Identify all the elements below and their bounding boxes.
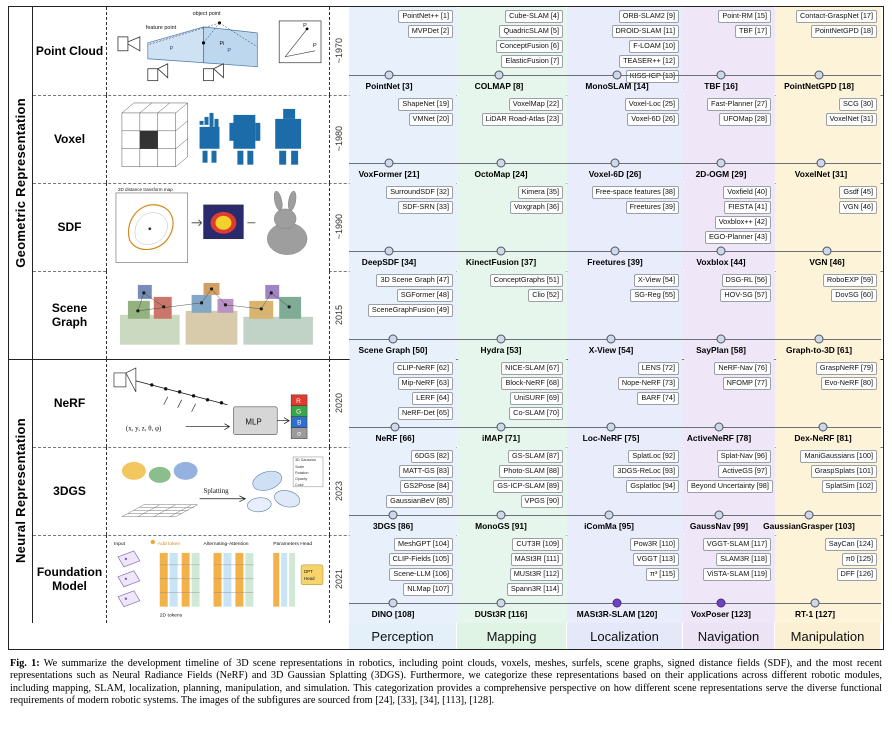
tag-list — [687, 274, 771, 304]
tag-item[interactable]: SayCan [124] — [825, 538, 877, 551]
timeline-row-3dgs — [349, 447, 881, 535]
svg-text:Pi: Pi — [219, 40, 225, 47]
tag-item[interactable]: TBF [17] — [735, 25, 771, 38]
milestone-label[interactable]: Voxel-6D [26] — [588, 169, 642, 179]
nerf-diagram — [108, 359, 329, 447]
timeline-node[interactable] — [717, 159, 726, 168]
tag-list — [571, 450, 679, 495]
tag-item[interactable]: LERF [64] — [412, 392, 453, 405]
milestone-label[interactable]: DINO [108] — [371, 609, 415, 619]
tag-list — [461, 98, 563, 128]
tag-item[interactable]: VGGT-SLAM [117] — [703, 538, 771, 551]
tag-item[interactable]: 3D Scene Graph [47] — [376, 274, 453, 287]
timeline-node[interactable] — [607, 423, 616, 432]
milestone-label[interactable]: Scene Graph [50] — [358, 345, 428, 355]
tag-item[interactable]: BARF [74] — [637, 392, 679, 405]
tag-item[interactable]: SG-Reg [55] — [630, 289, 679, 302]
timeline-node[interactable] — [607, 335, 616, 344]
tag-item[interactable]: π0 [125] — [842, 553, 877, 566]
row-name-scene-graph: Scene Graph — [33, 271, 107, 359]
group-label-neural-text: Neural Representation — [13, 418, 28, 564]
timeline-axis — [349, 515, 881, 516]
tag-item[interactable]: FIESTA [41] — [724, 201, 771, 214]
tag-item[interactable]: RoboEXP [59] — [823, 274, 877, 287]
svg-text:B: B — [297, 419, 302, 427]
tag-item[interactable]: ViSTA-SLAM [119] — [703, 568, 771, 581]
svg-text:Color: Color — [295, 482, 304, 487]
tag-item[interactable]: QuadricSLAM [5] — [499, 25, 563, 38]
milestone-label[interactable]: VoxelNet [31] — [794, 169, 848, 179]
point-cloud-diagram — [108, 7, 329, 95]
thumbnail-sdf — [108, 183, 330, 271]
tag-list — [687, 450, 771, 495]
thumbnail-nerf — [108, 359, 330, 447]
milestone-label[interactable]: GaussNav [99] — [689, 521, 749, 531]
tag-item[interactable]: VoxelNet [31] — [826, 113, 877, 126]
tag-item[interactable]: GraspSplats [101] — [811, 465, 877, 478]
tag-list — [353, 362, 453, 422]
tag-item[interactable]: SCG [30] — [839, 98, 877, 111]
tag-item[interactable]: GS-ICP-SLAM [89] — [493, 480, 563, 493]
milestone-label[interactable]: VoxFormer [21] — [358, 169, 420, 179]
tag-item[interactable]: DovSG [60] — [831, 289, 877, 302]
tag-item[interactable]: LENS [72] — [638, 362, 679, 375]
timeline-node[interactable] — [613, 71, 622, 80]
tag-list — [571, 10, 679, 85]
svg-text:(x, y, z, θ, φ): (x, y, z, θ, φ) — [125, 424, 162, 433]
year-label-5: 2023 — [334, 480, 344, 502]
tag-item[interactable]: Evo-NeRF [80] — [821, 377, 877, 390]
tag-item[interactable]: SplatLoc [92] — [628, 450, 679, 463]
svg-text:DPT: DPT — [304, 568, 313, 574]
tag-list — [779, 538, 877, 583]
thumbnail-scene-graph — [108, 271, 330, 359]
group-label-geometric-text: Geometric Representation — [13, 98, 28, 268]
tag-item[interactable]: Cube-SLAM [4] — [505, 10, 563, 23]
tag-item[interactable]: Contact-GraspNet [17] — [796, 10, 877, 23]
milestone-label[interactable]: 3DGS [86] — [372, 521, 414, 531]
timeline-node[interactable] — [815, 335, 824, 344]
svg-text:2D tokens: 2D tokens — [159, 613, 183, 619]
tag-list — [779, 186, 877, 216]
milestone-label[interactable]: MonoGS [91] — [475, 521, 527, 531]
year-label-2: ~1990 — [334, 214, 344, 240]
tag-item[interactable]: ManiGaussians [100] — [800, 450, 877, 463]
svg-text:Splatting: Splatting — [203, 486, 229, 495]
milestone-label[interactable]: DeepSDF [34] — [361, 257, 417, 267]
tag-item[interactable]: VGN [46] — [839, 201, 877, 214]
timeline-row-scene-graph — [349, 271, 881, 359]
tag-list — [571, 186, 679, 216]
milestone-label[interactable]: Hydra [53] — [480, 345, 522, 355]
timeline-node[interactable] — [817, 159, 826, 168]
tag-item[interactable]: Block-NeRF [68] — [501, 377, 563, 390]
milestone-label[interactable]: 2D-OGM [29] — [695, 169, 747, 179]
tag-item[interactable]: LiDAR Road-Atlas [23] — [482, 113, 563, 126]
milestone-label[interactable]: COLMAP [8] — [474, 81, 524, 91]
milestone-label[interactable]: KinectFusion [37] — [465, 257, 537, 267]
timeline-node[interactable] — [495, 71, 504, 80]
tag-item[interactable]: UFOMap [28] — [719, 113, 771, 126]
tag-item[interactable]: VoxelMap [22] — [509, 98, 563, 111]
tag-list — [779, 362, 877, 392]
tag-list — [779, 98, 877, 128]
svg-text:Opacity: Opacity — [295, 476, 308, 481]
year-label-4: 2020 — [334, 392, 344, 414]
svg-text:Parameters Head: Parameters Head — [273, 541, 313, 547]
milestone-label[interactable]: OctoMap [24] — [474, 169, 528, 179]
milestone-label[interactable]: RT-1 [127] — [794, 609, 836, 619]
figure-caption — [10, 658, 882, 708]
tag-item[interactable]: SDF-SRN [33] — [398, 201, 453, 214]
foundation-model-diagram — [108, 535, 329, 623]
tag-item[interactable]: ORB-SLAM2 [9] — [619, 10, 679, 23]
row-name-nerf: NeRF — [33, 359, 107, 447]
milestone-label[interactable]: NeRF [66] — [375, 433, 415, 443]
timeline-node[interactable] — [385, 71, 394, 80]
milestone-label[interactable]: SayPlan [58] — [696, 345, 746, 355]
tag-item[interactable]: Co-SLAM [70] — [509, 407, 563, 420]
tag-item[interactable]: Freetures [39] — [626, 201, 679, 214]
tag-item[interactable]: PointNet++ [1] — [398, 10, 453, 23]
tag-item[interactable]: GS-SLAM [87] — [508, 450, 563, 463]
svg-text:MLP: MLP — [245, 417, 262, 427]
tag-item[interactable]: CLIP-Fields [105] — [389, 553, 453, 566]
timeline-node[interactable] — [391, 423, 400, 432]
milestone-label[interactable]: iMAP [71] — [481, 433, 521, 443]
tag-item[interactable]: DSG-RL [56] — [722, 274, 772, 287]
timeline-node[interactable] — [823, 247, 832, 256]
tag-item[interactable]: DFF [126] — [837, 568, 877, 581]
tag-item[interactable]: Voxblox++ [42] — [715, 216, 771, 229]
tag-item[interactable]: GaussianBeV [85] — [386, 495, 453, 508]
milestone-label[interactable]: PointNetGPD [18] — [784, 81, 854, 91]
svg-text:G: G — [296, 408, 302, 416]
tag-item[interactable]: Beyond Uncertainty [98] — [687, 480, 773, 493]
tag-list — [779, 10, 877, 40]
caption-text: We summarize the development timeline of 3D scene representations in robotics, including point clouds, voxels, meshes, surfels, scene graphs, signed distance fields (SDF), and the most recent representations such as Neural Radiance Fields (NeRF) and 3D Gaussian Splatting (3DGS). Furthermore, we categorize these representations based on their applications across different robotic modules, including mapping, SLAM, localization, planning, manipulation, and simulation. This categorization provides a comprehensive perspective on how different scene representations serve the diverse functional requirements of modern robotic systems. The images of the subfigures are sourced from [24], [33], [34], [113], [128]. — [10, 658, 883, 707]
svg-text:Rotation: Rotation — [295, 470, 309, 475]
svg-text:P: P — [169, 45, 174, 52]
timeline-node[interactable] — [611, 247, 620, 256]
tag-item[interactable]: MUSt3R [112] — [510, 568, 563, 581]
timeline-node[interactable] — [497, 247, 506, 256]
tag-item[interactable]: ConceptFusion [6] — [496, 40, 563, 53]
tag-list — [461, 538, 563, 598]
thumbnail-voxel — [108, 95, 330, 183]
tag-item[interactable]: Point-RM [15] — [718, 10, 771, 23]
tag-item[interactable]: Scene-LLM [106] — [389, 568, 453, 581]
svg-text:P: P — [303, 22, 307, 29]
tag-item[interactable]: F-LOAM [10] — [629, 40, 679, 53]
tag-list — [353, 98, 453, 128]
tag-item[interactable]: EGO-Planner [43] — [705, 231, 771, 244]
svg-text:Head: Head — [304, 575, 315, 581]
svg-text:σ: σ — [297, 430, 302, 438]
label-object-point: object point — [192, 10, 221, 17]
tag-item[interactable]: Clio [52] — [528, 289, 563, 302]
milestone-label[interactable]: Voxblox [44] — [696, 257, 746, 267]
voxel-diagram — [108, 95, 329, 183]
tag-item[interactable]: 6DGS [82] — [411, 450, 453, 463]
svg-text:Scale: Scale — [295, 464, 305, 469]
tag-item[interactable]: SplatSim [102] — [822, 480, 877, 493]
thumbnail-foundation-model — [108, 535, 330, 623]
year-label-3: 2015 — [334, 304, 344, 326]
milestone-label[interactable]: Loc-NeRF [75] — [582, 433, 640, 443]
timeline-node[interactable] — [497, 335, 506, 344]
sdf-diagram — [108, 183, 329, 271]
timeline-row-voxel — [349, 95, 881, 183]
timeline-node[interactable] — [389, 511, 398, 520]
timeline-node[interactable] — [811, 599, 820, 608]
tag-item[interactable]: SGFormer [48] — [397, 289, 453, 302]
milestone-label[interactable]: Dex-NeRF [81] — [794, 433, 852, 443]
tag-item[interactable]: MATT-GS [83] — [399, 465, 453, 478]
tag-item[interactable]: Nope-NeRF [73] — [618, 377, 679, 390]
svg-text:Add token: Add token — [157, 541, 181, 547]
tag-list — [687, 538, 771, 583]
tag-item[interactable]: NeRF-Nav [76] — [714, 362, 771, 375]
timeline-node[interactable] — [717, 71, 726, 80]
tag-item[interactable]: Voxfield [40] — [723, 186, 771, 199]
timeline-node[interactable] — [819, 423, 828, 432]
timeline-node[interactable] — [611, 159, 620, 168]
milestone-label[interactable]: PointNet [3] — [365, 81, 413, 91]
tag-item[interactable]: HOV-SG [57] — [720, 289, 771, 302]
module-bar — [349, 623, 881, 649]
timeline-node[interactable] — [389, 599, 398, 608]
tag-item[interactable]: 3DGS-ReLoc [93] — [613, 465, 679, 478]
tag-item[interactable]: Gsplatloc [94] — [626, 480, 679, 493]
tag-item[interactable]: MeshGPT [104] — [394, 538, 453, 551]
tag-list — [571, 538, 679, 583]
tag-item[interactable]: Mip-NeRF [63] — [398, 377, 453, 390]
timeline-row-point-cloud — [349, 7, 881, 95]
tag-item[interactable]: VMNet [20] — [409, 113, 454, 126]
timeline-row-nerf — [349, 359, 881, 447]
tag-item[interactable]: SceneGraphFusion [49] — [368, 304, 453, 317]
tag-list — [687, 98, 771, 128]
milestone-label[interactable]: MonoSLAM [14] — [585, 81, 649, 91]
tag-list — [461, 450, 563, 510]
module-navigation[interactable]: Navigation — [683, 623, 775, 649]
group-label-geometric — [9, 7, 33, 359]
tag-item[interactable]: Kimera [35] — [518, 186, 563, 199]
timeline-node[interactable] — [717, 599, 726, 608]
tag-item[interactable]: Pow3R [110] — [630, 538, 679, 551]
thumbnail-point-cloud — [108, 7, 330, 95]
tag-item[interactable]: TEASER++ [12] — [619, 55, 679, 68]
tag-list — [353, 186, 453, 216]
svg-text:2D distance transform map: 2D distance transform map — [117, 186, 173, 192]
tag-list — [571, 98, 679, 128]
year-label-0: ~1970 — [334, 38, 344, 64]
tag-list — [779, 450, 877, 495]
tag-item[interactable]: Splat-Nav [96] — [717, 450, 771, 463]
tag-item[interactable]: UniSURF [69] — [510, 392, 563, 405]
timeline-node[interactable] — [497, 423, 506, 432]
tag-item[interactable]: NLMap [107] — [403, 583, 453, 596]
milestone-label[interactable]: TBF [16] — [704, 81, 738, 91]
tag-item[interactable]: MASt3R [111] — [511, 553, 563, 566]
timeline-node[interactable] — [715, 511, 724, 520]
milestone-label[interactable]: iComMa [95] — [584, 521, 634, 531]
tag-item[interactable]: Voxgraph [36] — [510, 201, 563, 214]
tag-list — [687, 186, 771, 246]
thumbnail-3dgs — [108, 447, 330, 535]
year-label-1: ~1980 — [334, 126, 344, 152]
tag-list — [779, 274, 877, 304]
tag-item[interactable]: GS2Pose [84] — [400, 480, 453, 493]
tag-item[interactable]: Fast-Planner [27] — [707, 98, 771, 111]
tag-item[interactable]: Voxel-6D [26] — [627, 113, 679, 126]
milestone-label[interactable]: Freetures [39] — [587, 257, 643, 267]
timeline-node[interactable] — [389, 335, 398, 344]
tag-item[interactable]: NeRF-Det [65] — [398, 407, 453, 420]
timeline-node[interactable] — [717, 335, 726, 344]
milestone-label[interactable]: VoxPoser [123] — [691, 609, 751, 619]
timeline-node[interactable] — [805, 511, 814, 520]
tag-list — [353, 274, 453, 319]
tag-item[interactable]: NFOMP [77] — [723, 377, 771, 390]
tag-list — [353, 450, 453, 510]
milestone-label[interactable]: DUSt3R [116] — [474, 609, 528, 619]
timeline-figure — [8, 6, 884, 650]
milestone-label[interactable]: ActiveNeRF [78] — [686, 433, 752, 443]
row-name-voxel: Voxel — [33, 95, 107, 183]
tag-item[interactable]: ConceptGraphs [51] — [490, 274, 563, 287]
tag-item[interactable]: CUT3R [109] — [512, 538, 563, 551]
tag-list — [461, 362, 563, 422]
timeline-node[interactable] — [717, 247, 726, 256]
tag-item[interactable]: SurroundSDF [32] — [386, 186, 453, 199]
tag-item[interactable]: Free-space features [38] — [592, 186, 680, 199]
tag-list — [461, 10, 563, 70]
timeline-node[interactable] — [815, 71, 824, 80]
timeline-node[interactable] — [497, 511, 506, 520]
module-bar-filler — [33, 623, 349, 649]
timeline-node[interactable] — [715, 423, 724, 432]
caption-prefix: Fig. 1: — [10, 658, 40, 669]
tag-list — [571, 274, 679, 304]
tag-item[interactable]: KISS-ICP [13] — [626, 70, 679, 83]
module-mapping[interactable]: Mapping — [457, 623, 567, 649]
tag-item[interactable]: Spann3R [114] — [507, 583, 563, 596]
tag-item[interactable]: ActiveGS [97] — [718, 465, 771, 478]
tag-item[interactable]: π³ [115] — [646, 568, 679, 581]
milestone-label[interactable]: GaussianGrasper [103] — [763, 521, 855, 531]
tag-item[interactable]: VGGT [113] — [633, 553, 679, 566]
row-name-sdf: SDF — [33, 183, 107, 271]
tag-item[interactable]: Gsdf [45] — [839, 186, 877, 199]
tag-item[interactable]: VPGS [90] — [521, 495, 563, 508]
milestone-label[interactable]: VGN [46] — [809, 257, 845, 267]
tag-item[interactable]: CLIP-NeRF [62] — [393, 362, 453, 375]
svg-text:P: P — [313, 42, 317, 49]
svg-text:3D Gaussian: 3D Gaussian — [295, 457, 316, 462]
svg-text:Input: Input — [113, 541, 126, 547]
tag-list — [353, 10, 453, 40]
tag-item[interactable]: X-View [54] — [634, 274, 679, 287]
tag-list — [353, 538, 453, 598]
tag-item[interactable]: Photo-SLAM [88] — [499, 465, 563, 478]
timeline-node[interactable] — [497, 159, 506, 168]
tag-item[interactable]: GraspNeRF [79] — [816, 362, 877, 375]
tag-item[interactable]: MVPDet [2] — [408, 25, 453, 38]
module-localization[interactable]: Localization — [567, 623, 683, 649]
gaussian-splatting-diagram — [108, 447, 329, 535]
year-label-6: 2021 — [334, 568, 344, 590]
timeline-node[interactable] — [613, 599, 622, 608]
timeline-row-foundation-model — [349, 535, 881, 623]
svg-text:Alternating-Attention: Alternating-Attention — [203, 541, 249, 547]
tag-item[interactable]: Voxel-Loc [25] — [625, 98, 679, 111]
tag-list — [461, 186, 563, 216]
timeline-node[interactable] — [605, 511, 614, 520]
svg-text:R: R — [296, 397, 301, 405]
timeline-node[interactable] — [497, 599, 506, 608]
tag-item[interactable]: DROID-SLAM [11] — [612, 25, 679, 38]
scene-graph-diagram — [108, 271, 329, 359]
tag-list — [571, 362, 679, 407]
svg-text:P: P — [227, 47, 232, 54]
tag-item[interactable]: ShapeNet [19] — [398, 98, 453, 111]
module-manipulation[interactable]: Manipulation — [775, 623, 881, 649]
tag-item[interactable]: SLAM3R [118] — [716, 553, 771, 566]
tag-list — [687, 10, 771, 40]
milestone-label[interactable]: Graph-to-3D [61] — [785, 345, 853, 355]
module-perception[interactable]: Perception — [349, 623, 457, 649]
milestone-label[interactable]: MASt3R-SLAM [120] — [576, 609, 658, 619]
timeline-row-sdf — [349, 183, 881, 271]
tag-item[interactable]: NICE-SLAM [67] — [501, 362, 563, 375]
figure-frame — [8, 6, 884, 650]
milestone-label[interactable]: X-View [54] — [588, 345, 634, 355]
row-name-foundation-model: Foundation Model — [33, 535, 107, 623]
timeline-node[interactable] — [385, 159, 394, 168]
timeline-node[interactable] — [385, 247, 394, 256]
row-name-point-cloud: Point Cloud — [33, 7, 107, 95]
tag-item[interactable]: PointNetGPD [18] — [811, 25, 877, 38]
label-feature-point: feature point — [145, 24, 177, 31]
row-name-3dgs: 3DGS — [33, 447, 107, 535]
tag-list — [461, 274, 563, 304]
tag-item[interactable]: ElasticFusion [7] — [501, 55, 563, 68]
group-label-neural — [9, 359, 33, 623]
tag-list — [687, 362, 771, 392]
